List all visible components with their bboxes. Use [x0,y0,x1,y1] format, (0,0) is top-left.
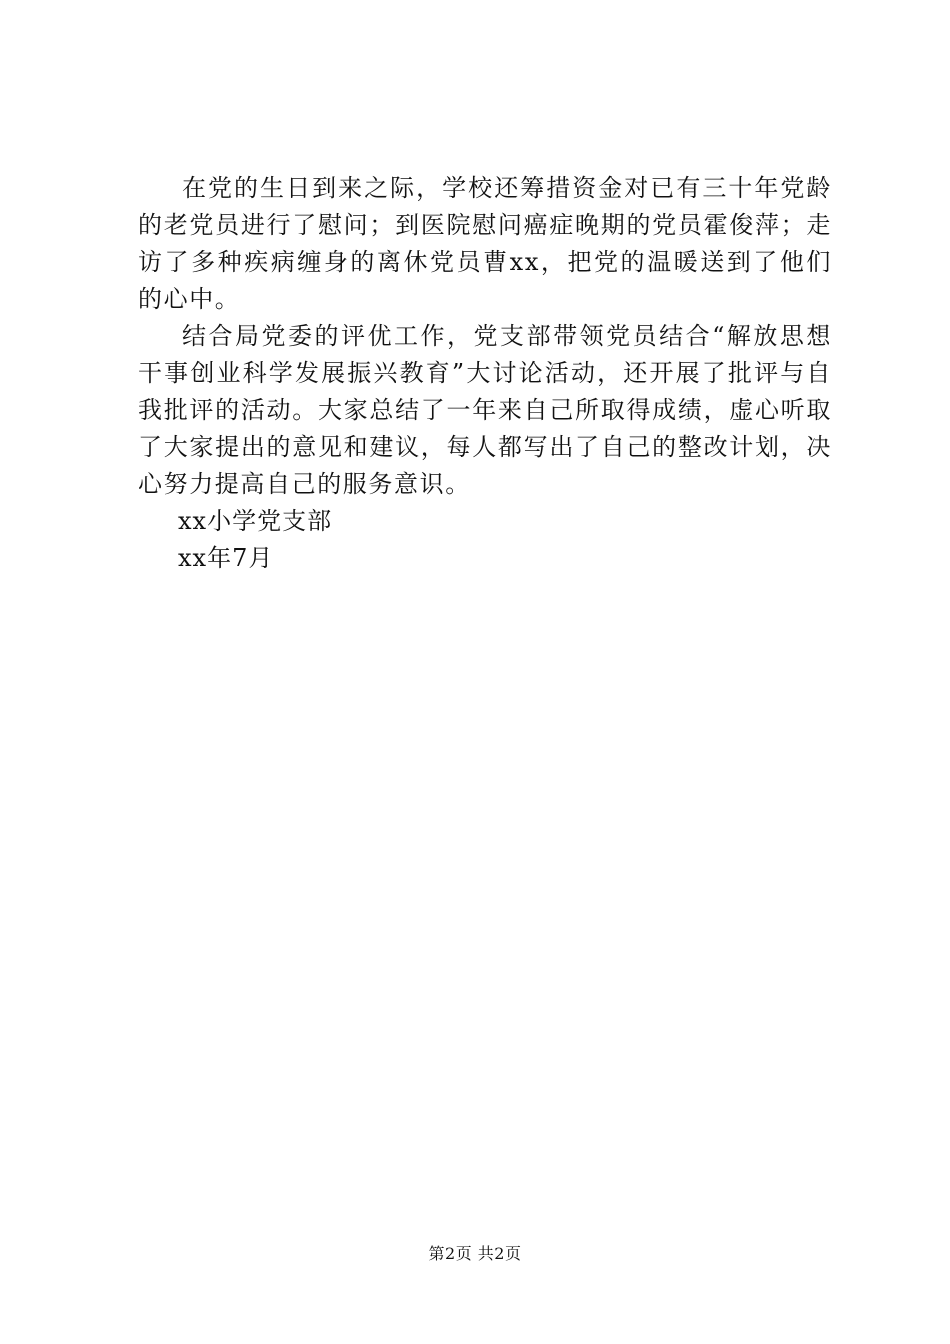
paragraph-1: 在党的生日到来之际，学校还筹措资金对已有三十年党龄的老党员进行了慰问；到医院慰问癌症晚期的党员霍俊萍；走访了多种疾病缠身的离休党员曹xx，把党的温暖送到了他们的心中。 [138,174,832,313]
document-body [138,170,832,577]
paragraph-2: 结合局党委的评优工作，党支部带领党员结合“解放思想干事创业科学发展振兴教育”大讨论活动，还开展了批评与自我批评的活动。大家总结了一年来自己所取得成绩，虚心听取了大家提出的意见和建议，每人都写出了自己的整改计划，决心努力提高自己的服务意识。 [138,322,832,498]
page-footer: 第2页 共2页 [428,1244,522,1263]
signature-date: xx年7月 [178,544,274,572]
signature-organization: xx小学党支部 [178,507,333,535]
